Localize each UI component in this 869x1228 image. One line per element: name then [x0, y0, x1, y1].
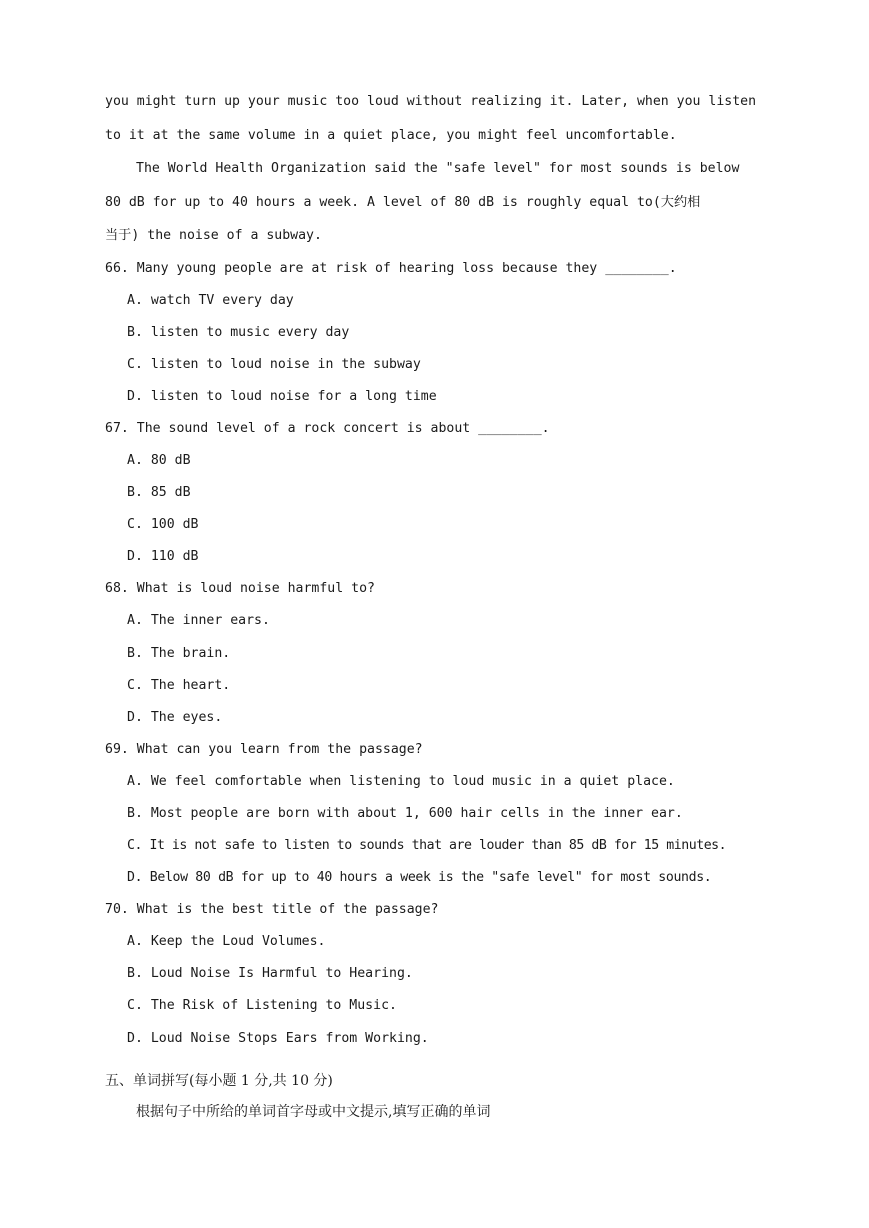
passage-line-1: you might turn up your music too loud without realizing it. Later, when you listen: [105, 94, 757, 109]
question-69-option-d: D. Below 80 dB for up to 40 hours a week is the "safe level" for most sounds.: [127, 870, 712, 885]
question-69-option-a: A. We feel comfortable when listening to loud music in a quiet place.: [127, 774, 675, 789]
question-67-option-a: A. 80 dB: [127, 453, 191, 468]
question-68-option-b: B. The brain.: [127, 646, 231, 661]
question-69-option-b: B. Most people are born with about 1, 600 hair cells in the inner ear.: [127, 806, 683, 821]
question-70-stem: 70. What is the best title of the passage?: [105, 902, 439, 917]
passage-line-3: The World Health Organization said the "safe level" for most sounds is below: [136, 161, 740, 176]
question-67-option-c: C. 100 dB: [127, 517, 199, 532]
question-67-option-b: B. 85 dB: [127, 485, 191, 500]
question-66-option-d: D. listen to loud noise for a long time: [127, 389, 437, 404]
question-70-option-c: C. The Risk of Listening to Music.: [127, 998, 397, 1013]
question-69-stem: 69. What can you learn from the passage?: [105, 742, 423, 757]
question-68-option-a: A. The inner ears.: [127, 613, 270, 628]
question-68-option-c: C. The heart.: [127, 678, 231, 693]
question-66-stem: 66. Many young people are at risk of hearing loss because they ________.: [105, 261, 677, 276]
question-70-option-d: D. Loud Noise Stops Ears from Working.: [127, 1031, 429, 1046]
passage-line-2: to it at the same volume in a quiet place, you might feel uncomfortable.: [105, 128, 677, 143]
question-69-option-c: C. It is not safe to listen to sounds that are louder than 85 dB for 15 minutes.: [127, 838, 727, 853]
question-68-option-d: D. The eyes.: [127, 710, 223, 725]
question-66-option-b: B. listen to music every day: [127, 325, 350, 340]
question-66-option-c: C. listen to loud noise in the subway: [127, 357, 421, 372]
passage-line-5: 当于) the noise of a subway.: [105, 228, 322, 243]
question-67-option-d: D. 110 dB: [127, 549, 199, 564]
section-heading: 五、单词拼写(每小题 1 分,共 10 分): [105, 1073, 333, 1089]
question-67-stem: 67. The sound level of a rock concert is about ________.: [105, 421, 550, 436]
question-70-option-b: B. Loud Noise Is Harmful to Hearing.: [127, 966, 413, 981]
question-70-option-a: A. Keep the Loud Volumes.: [127, 934, 326, 949]
passage-line-4: 80 dB for up to 40 hours a week. A level of 80 dB is roughly equal to(大约相: [105, 195, 701, 210]
question-66-option-a: A. watch TV every day: [127, 293, 294, 308]
question-68-stem: 68. What is loud noise harmful to?: [105, 581, 375, 596]
section-instruction: 根据句子中所给的单词首字母或中文提示,填写正确的单词: [136, 1104, 491, 1120]
